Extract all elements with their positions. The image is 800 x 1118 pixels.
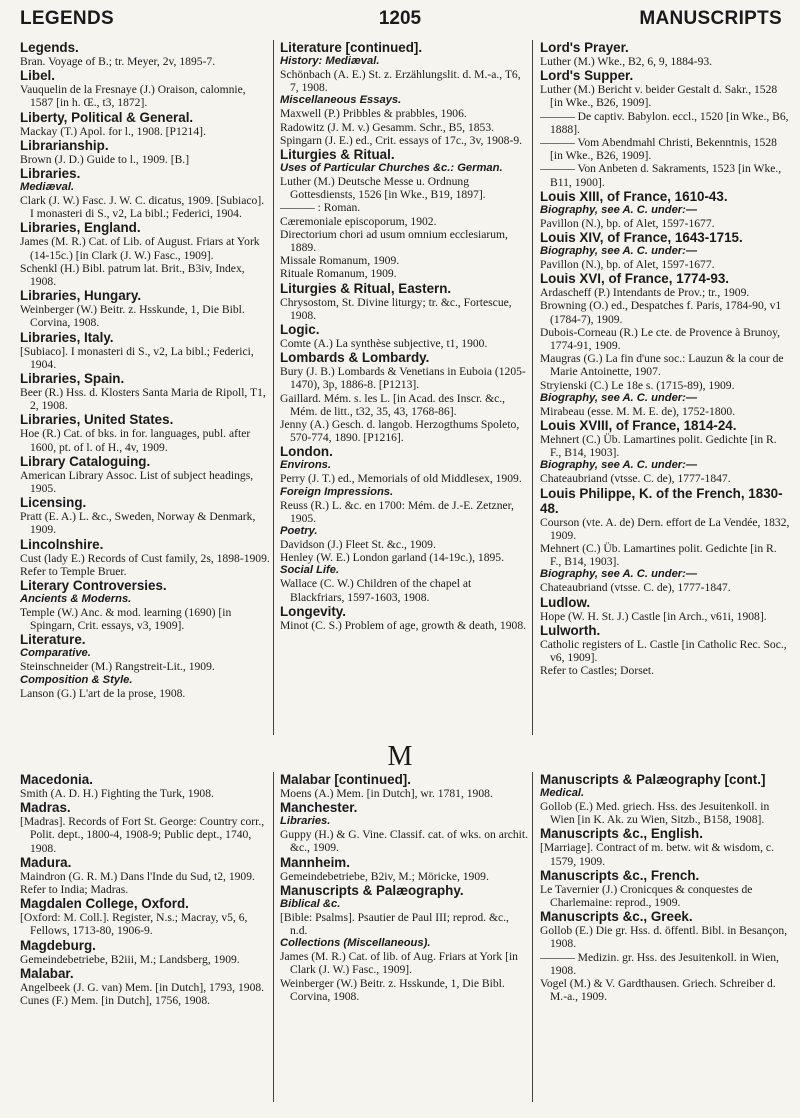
subject-heading: Manuscripts & Palæography [cont.] (540, 772, 766, 787)
subject-heading: Manuscripts &c., French. (540, 867, 700, 883)
subject-heading: Longevity. (280, 603, 346, 619)
subject-heading: Libraries, United States. (20, 412, 174, 428)
index-entry: Chateaubriand (vtsse. C. de), 1777-1847. (540, 472, 731, 486)
index-entry: Mehnert (C.) Üb. Lamartines polit. Gedichte [in R. F., B14, 1903]. (540, 542, 777, 569)
index-entry: [Subiaco]. I monasteri di S., v2, La bibl.; Federici, 1904. (20, 344, 254, 371)
running-head-right: MANUSCRIPTS (639, 8, 782, 29)
index-entry: Refer to Castles; Dorset. (540, 664, 654, 678)
subheading: Environs. (280, 459, 331, 472)
subject-heading: Louis Philippe, K. of the French, 1830-48. (540, 485, 783, 516)
subject-heading: Logic. (280, 322, 320, 338)
index-entry: Refer to India; Madras. (20, 883, 129, 897)
subject-heading: Manuscripts & Palæography. (280, 882, 464, 898)
index-entry: Reuss (R.) L. &c. en 1700: Mém. de J.-E. Zetzner, 1905. (280, 498, 514, 525)
index-entry: Stryienski (C.) Le 18e s. (1715-89), 1909. (540, 378, 735, 392)
index-entry: Mirabeau (esse. M. M. E. de), 1752-1800. (540, 404, 736, 418)
index-entry: Lanson (G.) L'art de la prose, 1908. (20, 686, 186, 700)
subject-heading: Libraries. (20, 166, 81, 182)
index-entry: Radowitz (J. M. v.) Gesamm. Schr., B5, 1853. (280, 120, 495, 134)
subject-heading: Legends. (20, 40, 79, 55)
bottom-column-3 (540, 772, 790, 1102)
index-entry: Gollob (E.) Med. griech. Hss. des Jesuitenkoll. in Wien [in K. Ak. zu Wien, Sitzb., B158, 1908]. (540, 800, 770, 827)
index-entry: Weinberger (W.) Beitr. z. Hsskunde, 1, Die Bibl. Corvina, 1908. (280, 976, 505, 1003)
subheading: Composition & Style. (20, 673, 133, 686)
index-entry: Cunes (F.) Mem. [in Dutch], 1756, 1908. (20, 994, 211, 1008)
subject-heading: Libel. (20, 68, 55, 84)
index-entry: Gemeindebetriebe, B2iii, M.; Landsberg, 1909. (20, 952, 240, 966)
index-entry: Vogel (M.) & V. Gardthausen. Griech. Schreiber d. M.-a., 1909. (540, 977, 776, 1004)
subheading: Uses of Particular Churches &c.: German. (280, 162, 503, 175)
index-entry: Chrysostom, St. Divine liturgy; tr. &c., Fortescue, 1908. (280, 295, 512, 322)
index-entry: Henley (W. E.) London garland (14-19c.), 1895. (280, 551, 504, 565)
index-entry: Refer to Temple Bruer. (20, 564, 127, 578)
subheading: Social Life. (280, 564, 340, 577)
index-entry: Missale Romanum, 1909. (280, 254, 400, 268)
index-entry: Gaillard. Mém. s. les L. [in Acad. des Inscr. &c., Mém. de litt., t32, 35, 43, 1768-86]. (280, 391, 506, 418)
subject-heading: London. (280, 444, 333, 460)
index-entry: Luther (M.) Deutsche Messe u. Ordnung Gottesdiensts, 1526 [in Wke., B19, 1897]. (280, 175, 486, 202)
index-entry: Moens (A.) Mem. [in Dutch], wr. 1781, 1908. (280, 787, 493, 800)
index-entry: [Oxford: M. Coll.]. Register, N.s.; Macray, v5, 6, Fellows, 1713-80, 1906-9. (20, 911, 248, 938)
subheading: Libraries. (280, 815, 331, 828)
index-entry: Weinberger (W.) Beitr. z. Hsskunde, 1, Die Bibl. Corvina, 1908. (20, 303, 245, 330)
subheading: Poetry. (280, 525, 318, 538)
subheading: Mediæval. (20, 181, 75, 194)
index-entry: Beer (R.) Hss. d. Klosters Santa Maria de Ripoll, T1, 2, 1908. (20, 386, 266, 413)
subject-heading: Librarianship. (20, 137, 109, 153)
index-entry: Hope (W. H. St. J.) Castle [in Arch., v61i, 1908]. (540, 609, 767, 623)
subject-heading: Madura. (20, 854, 72, 870)
index-entry: Gemeindebetriebe, B2iv, M.; Möricke, 1909. (280, 869, 489, 883)
index-entry: ——— : Roman. (280, 201, 361, 215)
index-entry: [Marriage]. Contract of m. betw. wit & wisdom, c. 1579, 1909. (540, 841, 774, 868)
subheading: Biography, see A. C. under:— (540, 568, 698, 581)
index-entry: American Library Assoc. List of subject headings, 1905. (20, 468, 254, 496)
index-entry: Pavillon (N.), bp. of Alet, 1597-1677. (540, 216, 715, 230)
index-entry: Dubois-Corneau (R.) Le cte. de Provence à Brunoy, 1774-91, 1909. (540, 325, 781, 353)
subject-heading: Liturgies & Ritual. (280, 147, 395, 163)
subject-heading: Libraries, Spain. (20, 371, 125, 387)
section-letter: M (387, 741, 413, 772)
subject-heading: Licensing. (20, 495, 87, 511)
index-entry: Catholic registers of L. Castle [in Catholic Rec. Soc., v6, 1909]. (540, 637, 787, 665)
index-entry: Mehnert (C.) Üb. Lamartines polit. Gedichte [in R. F., B14, 1903]. (540, 433, 777, 460)
index-entry: Gollob (E.) Die gr. Hss. d. öffentl. Bibl. in Besançon, 1908. (540, 924, 788, 951)
subheading: Ancients & Moderns. (20, 593, 132, 606)
index-entry: Wallace (C. W.) Children of the chapel at Blackfriars, 1597-1603, 1908. (280, 577, 472, 604)
index-entry: Browning (O.) ed., Despatches f. Paris, 1784-90, v1 (1784-7), 1909. (540, 299, 782, 326)
subject-heading: Liturgies & Ritual, Eastern. (280, 280, 452, 296)
subject-heading: Libraries, Italy. (20, 329, 114, 345)
index-entry: Cust (lady E.) Records of Cust family, 2s, 1898-1909. (20, 551, 270, 565)
subject-heading: Literature. (20, 632, 86, 648)
subject-heading: Lulworth. (540, 622, 601, 638)
index-entry: Rituale Romanum, 1909. (280, 267, 397, 281)
index-entry: Chateaubriand (vtsse. C. de), 1777-1847. (540, 581, 731, 595)
subheading: Collections (Miscellaneous). (280, 937, 431, 950)
subject-heading: Madras. (20, 800, 71, 816)
subject-heading: Literature [continued]. (280, 40, 423, 55)
subject-heading: Manchester. (280, 800, 358, 816)
index-entry: Maindron (G. R. M.) Dans l'Inde du Sud, t2, 1909. (20, 869, 255, 883)
index-entry: Bran. Voyage of B.; tr. Meyer, 2v, 1895-7. (20, 55, 216, 68)
column-rule (532, 40, 533, 735)
index-entry: Spingarn (J. E.) ed., Crit. essays of 17c., 3v, 1908-9. (280, 133, 523, 147)
index-entry: Vauquelin de la Fresnaye (J.) Oraison, calomnie, 1587 [in h. Œ., t3, 1872]. (20, 83, 246, 110)
index-entry: Pavillon (N.), bp. of Alet, 1597-1677. (540, 258, 715, 272)
subject-heading: Louis XVI, of France, 1774-93. (540, 271, 730, 287)
subject-heading: Louis XVIII, of France, 1814-24. (540, 418, 737, 434)
index-entry: Steinschneider (M.) Rangstreit-Lit., 1909. (20, 660, 215, 674)
index-entry: ——— Medizin. gr. Hss. des Jesuitenkoll. in Wien, 1908. (540, 950, 779, 977)
subheading: Miscellaneous Essays. (280, 94, 402, 107)
column-rule (532, 772, 533, 1102)
index-entry: Guppy (H.) & G. Vine. Classif. cat. of wks. on archit. &c., 1909. (280, 828, 528, 855)
index-entry: Jenny (A.) Gesch. d. langob. Herzogthums Spoleto, 570-774, 1890. [P1216]. (280, 418, 520, 445)
index-entry: Maugras (G.) La fin d'une soc.: Lauzun & la cour de Marie Antoinette, 1907. (540, 352, 784, 379)
index-entry: Directorium chori ad usum omnium ecclesiarum, 1889. (280, 227, 508, 255)
subject-heading: Lombards & Lombardy. (280, 350, 430, 366)
subheading: Comparative. (20, 647, 91, 660)
subheading: Medical. (540, 787, 585, 799)
subject-heading: Libraries, Hungary. (20, 288, 142, 304)
index-entry: Perry (J. T.) ed., Memorials of old Middlesex, 1909. (280, 472, 522, 486)
subheading: Biography, see A. C. under:— (540, 245, 698, 258)
subject-heading: Libraries, England. (20, 220, 141, 236)
index-entry: [Bible: Psalms]. Psautier de Paul III; reprod. &c., n.d. (280, 910, 509, 938)
index-entry: Le Tavernier (J.) Cronicques & conquestes de Charlemaine: reprod., 1909. (540, 882, 753, 910)
column-rule (273, 40, 274, 735)
subject-heading: Manuscripts &c., English. (540, 826, 703, 842)
subject-heading: Literary Controversies. (20, 578, 167, 594)
index-entry: Pratt (E. A.) L. &c., Sweden, Norway & Denmark, 1909. (20, 510, 256, 537)
index-entry: Comte (A.) La synthèse subjective, t1, 1900. (280, 337, 488, 351)
index-entry: Luther (M.) Bericht v. beider Gestalt d. Sakr., 1528 [in Wke., B26, 1909]. (540, 83, 778, 110)
index-entry: Temple (W.) Anc. & mod. learning (1690) [in Spingarn, Crit. essays, v3, 1909]. (20, 606, 232, 633)
subheading: History: Mediæval. (280, 55, 380, 67)
index-entry: [Madras]. Records of Fort St. George: Country corr., Polit. dept., 1800-4, 1908-9; Public dept., 1740, 1908. (20, 815, 265, 855)
subject-heading: Manuscripts &c., Greek. (540, 909, 693, 925)
subject-heading: Library Cataloguing. (20, 453, 151, 469)
subject-heading: Magdalen College, Oxford. (20, 896, 189, 912)
index-entry: Hoe (R.) Cat. of bks. in for. languages, publ. after 1600, pt. of l. of H., 4v, 1909. (20, 427, 251, 454)
index-entry: Smith (A. D. H.) Fighting the Turk, 1908. (20, 787, 214, 800)
index-entry: Angelbeek (J. G. van) Mem. [in Dutch], 1793, 1908. (20, 980, 265, 994)
subject-heading: Malabar. (20, 965, 74, 981)
index-entry: ——— De captiv. Babylon. eccl., 1520 [in Wke., B6, 1888]. (540, 109, 789, 136)
index-entry: James (M. R.) Cat. of lib. of Aug. Friars at York [in Clark (J. W.) Fasc., 1909]. (280, 950, 518, 977)
index-entry: Clark (J. W.) Fasc. J. W. C. dicatus, 1909. [Subiaco]. I monasteri di S., v2, La bibl.; Federici, 1904. (20, 194, 265, 221)
subject-heading: Mannheim. (280, 854, 350, 870)
index-entry: ——— Vom Abendmahl Christi, Bekenntnis, 1528 [in Wke., B26, 1909]. (540, 136, 777, 163)
index-entry: Maxwell (P.) Pribbles & prabbles, 1906. (280, 107, 467, 121)
subheading: Biography, see A. C. under:— (540, 459, 698, 472)
subheading: Biography, see A. C. under:— (540, 203, 698, 216)
subheading: Foreign Impressions. (280, 485, 394, 498)
index-entry: Bury (J. B.) Lombards & Venetians in Euboia (1205-1470), 3p, 1886-8. [P1213]. (280, 365, 526, 392)
subheading: Biblical &c. (280, 897, 341, 910)
index-entry: Schenkl (H.) Bibl. patrum lat. Brit., B3iv, Index, 1908. (20, 261, 245, 289)
subject-heading: Lord's Supper. (540, 68, 634, 84)
subject-heading: Magdeburg. (20, 937, 96, 953)
index-entry: Cæremoniale episcoporum, 1902. (280, 214, 437, 228)
index-entry: Davidson (J.) Fleet St. &c., 1909. (280, 538, 436, 552)
subject-heading: Lord's Prayer. (540, 40, 629, 55)
column-rule (273, 772, 274, 1102)
page-header (0, 6, 800, 32)
index-entry: Schönbach (A. E.) St. z. Erzählungslit. d. M.-a., T6, 7, 1908. (280, 68, 521, 95)
index-entry: Courson (vte. A. de) Dern. effort de La Vendée, 1832, 1909. (540, 515, 790, 542)
subheading: Biography, see A. C. under:— (540, 391, 698, 404)
index-entry: Minot (C. S.) Problem of age, growth & death, 1908. (280, 618, 527, 632)
subject-heading: Malabar [continued]. (280, 772, 411, 787)
bottom-column-2 (280, 772, 528, 1102)
index-entry: Mackay (T.) Apol. for l., 1908. [P1214]. (20, 124, 206, 138)
bottom-column-1 (20, 772, 270, 1102)
page-number: 1205 (378, 8, 422, 29)
subject-heading: Lincolnshire. (20, 536, 104, 552)
index-entry: Ardascheff (P.) Intendants de Prov.; tr., 1909. (540, 286, 750, 300)
subject-heading: Louis XIII, of France, 1610-43. (540, 188, 728, 204)
subject-heading: Ludlow. (540, 594, 591, 610)
index-entry: Brown (J. D.) Guide to l., 1909. [B.] (20, 152, 190, 166)
running-head-left: LEGENDS (20, 8, 114, 29)
index-entry: Luther (M.) Wke., B2, 6, 9, 1884-93. (540, 55, 713, 68)
index-entry: ——— Von Anbeten d. Sakraments, 1523 [in Wke., B11, 1900]. (540, 162, 782, 189)
subject-heading: Macedonia. (20, 772, 93, 787)
subject-heading: Liberty, Political & General. (20, 109, 194, 125)
subject-heading: Louis XIV, of France, 1643-1715. (540, 230, 743, 246)
index-entry: James (M. R.) Cat. of Lib. of August. Friars at York (14-15c.) [in Clark (J. W.) Fasc., 1909]. (20, 235, 260, 262)
